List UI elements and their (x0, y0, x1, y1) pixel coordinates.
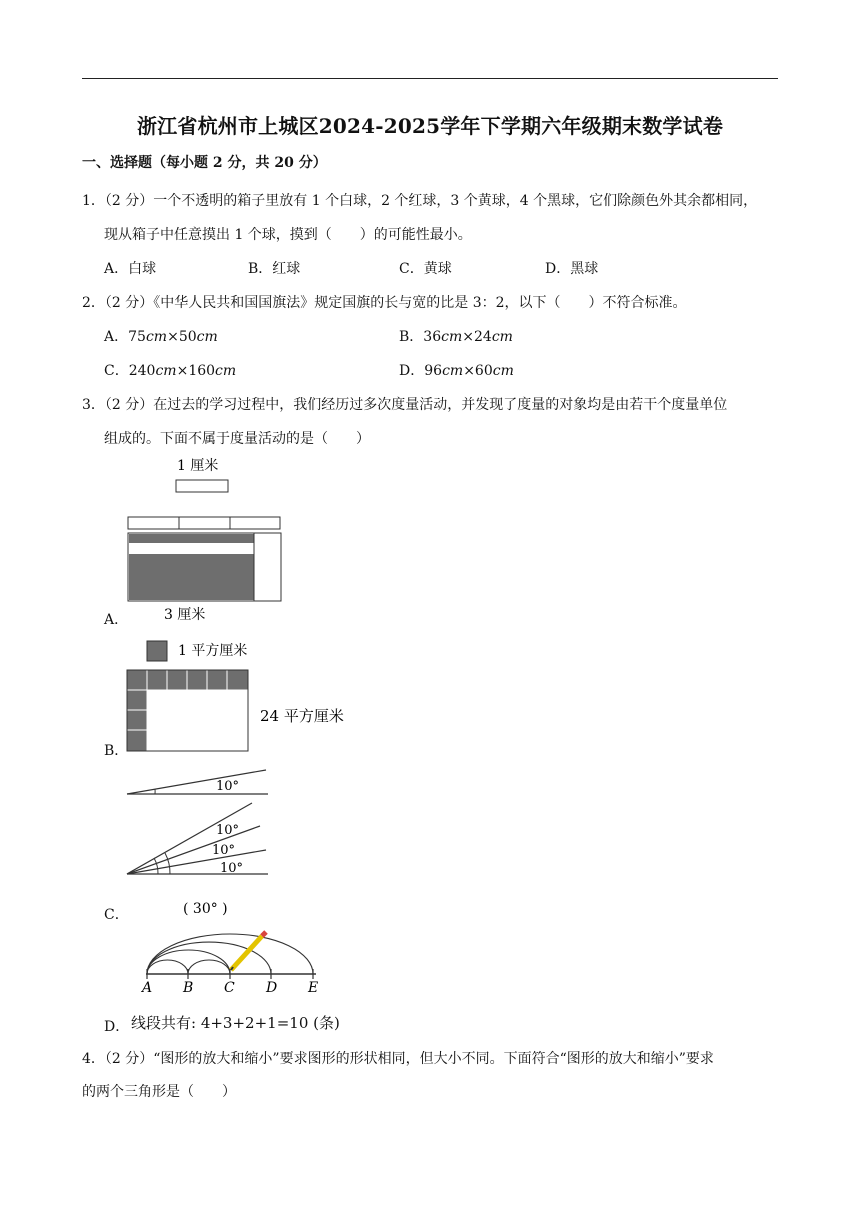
question-1-line-2: 现从箱子中任意摸出 1 个球，摸到（ ）的可能性最小。 (104, 227, 472, 243)
point-label-b: B (183, 980, 194, 996)
question-3-option-c-label: C． (104, 907, 129, 923)
pencil-icon (231, 932, 266, 970)
question-3-option-d-label: D． (104, 1019, 130, 1035)
figure-d-caption: 线段共有: 4+3+2+1=10 (条) (131, 1014, 340, 1032)
figure-a-length (120, 452, 295, 627)
point-label-e: E (308, 980, 319, 996)
option-letter: C． (104, 363, 129, 379)
option-unit: cm (155, 363, 177, 379)
question-1-option-a: A．白球 (104, 261, 157, 277)
figure-c-angle (120, 764, 280, 920)
unit-area-label: 1 平方厘米 (178, 643, 248, 659)
option-letter: A． (104, 329, 129, 345)
question-2-option-b (399, 326, 513, 346)
angle-label: 10° (212, 843, 236, 858)
figure-b-area (120, 636, 360, 756)
left-column-squares (127, 690, 147, 751)
total-area-label: 24 平方厘米 (260, 707, 344, 725)
option-width: 50 (178, 329, 197, 345)
question-1-option-d: D．黑球 (545, 261, 599, 277)
unit-square (147, 641, 167, 661)
question-3-line-1: 3．（2 分）在过去的学习过程中，我们经历过多次度量活动，并发现了度量的对象均是由若干个度量单位 (82, 397, 728, 413)
angle-ray (127, 770, 266, 794)
question-3-line-2: 组成的。下面不属于度量活动的是（ ） (104, 431, 370, 447)
exam-title: 浙江省杭州市上城区2024-2025学年下学期六年级期末数学试卷 (136, 114, 724, 138)
question-3-option-a-label: A． (104, 612, 129, 628)
times-sign: × (176, 363, 189, 379)
option-unit: cm (196, 329, 218, 345)
option-unit: cm (441, 329, 463, 345)
option-width: 160 (188, 363, 216, 379)
option-letter: B． (399, 329, 424, 345)
option-width: 24 (473, 329, 492, 345)
total-angle-label: ( 30° ) (183, 901, 228, 917)
angle-label: 10° (216, 823, 240, 838)
section-heading: 一、选择题（每小题 2 分，共 20 分） (82, 155, 327, 171)
point-label-d: D (266, 980, 278, 996)
option-letter: D． (399, 363, 425, 379)
top-row-squares (127, 670, 248, 690)
question-4-line-2: 的两个三角形是（ ） (82, 1084, 236, 1100)
question-2-option-d (399, 360, 514, 380)
option-length: 75 (128, 329, 146, 345)
header-rule (82, 78, 778, 79)
total-length-label: 3 厘米 (164, 607, 206, 623)
question-2-option-a (104, 326, 218, 346)
option-length: 36 (423, 329, 442, 345)
option-unit: cm (491, 329, 513, 345)
option-unit: cm (215, 363, 237, 379)
question-1-option-c: C．黄球 (399, 261, 452, 277)
unit-length-label: 1 厘米 (177, 458, 219, 474)
question-4-line-1: 4．（2 分）“图形的放大和缩小”要求图形的形状相同，但大小不同。下面符合“图形的放大和缩小”要求 (82, 1051, 714, 1067)
point-label-a: A (142, 980, 153, 996)
figure-d-segments (120, 924, 335, 996)
shaded-block (129, 554, 254, 600)
question-1-option-b: B．红球 (248, 261, 301, 277)
option-length: 96 (424, 363, 443, 379)
angle-label: 10° (220, 861, 244, 876)
option-width: 60 (474, 363, 493, 379)
times-sign: × (463, 363, 475, 379)
angle-arc (154, 858, 158, 874)
question-3-option-b-label: B． (104, 743, 129, 759)
question-2-line-1: 2．（2 分）《中华人民共和国国旗法》规定国旗的长与宽的比是 3：2，以下（ ）不符合标准。 (82, 295, 687, 311)
single-angle-label: 10° (216, 779, 240, 794)
option-unit: cm (145, 329, 168, 345)
angle-arc (165, 853, 170, 874)
point-label-c: C (224, 980, 235, 996)
question-2-option-c (104, 360, 236, 380)
times-sign: × (462, 329, 474, 345)
three-unit-bar (128, 517, 280, 529)
times-sign: × (167, 329, 179, 345)
option-unit: cm (442, 363, 464, 379)
option-unit: cm (492, 363, 514, 379)
unit-length-bar (176, 480, 228, 492)
question-1-line-1: 1．（2 分）一个不透明的箱子里放有 1 个白球，2 个红球，3 个黄球，4 个黑球，它们除颜色外其余都相同， (82, 193, 758, 209)
shaded-strip (129, 534, 254, 543)
option-length: 240 (128, 363, 156, 379)
